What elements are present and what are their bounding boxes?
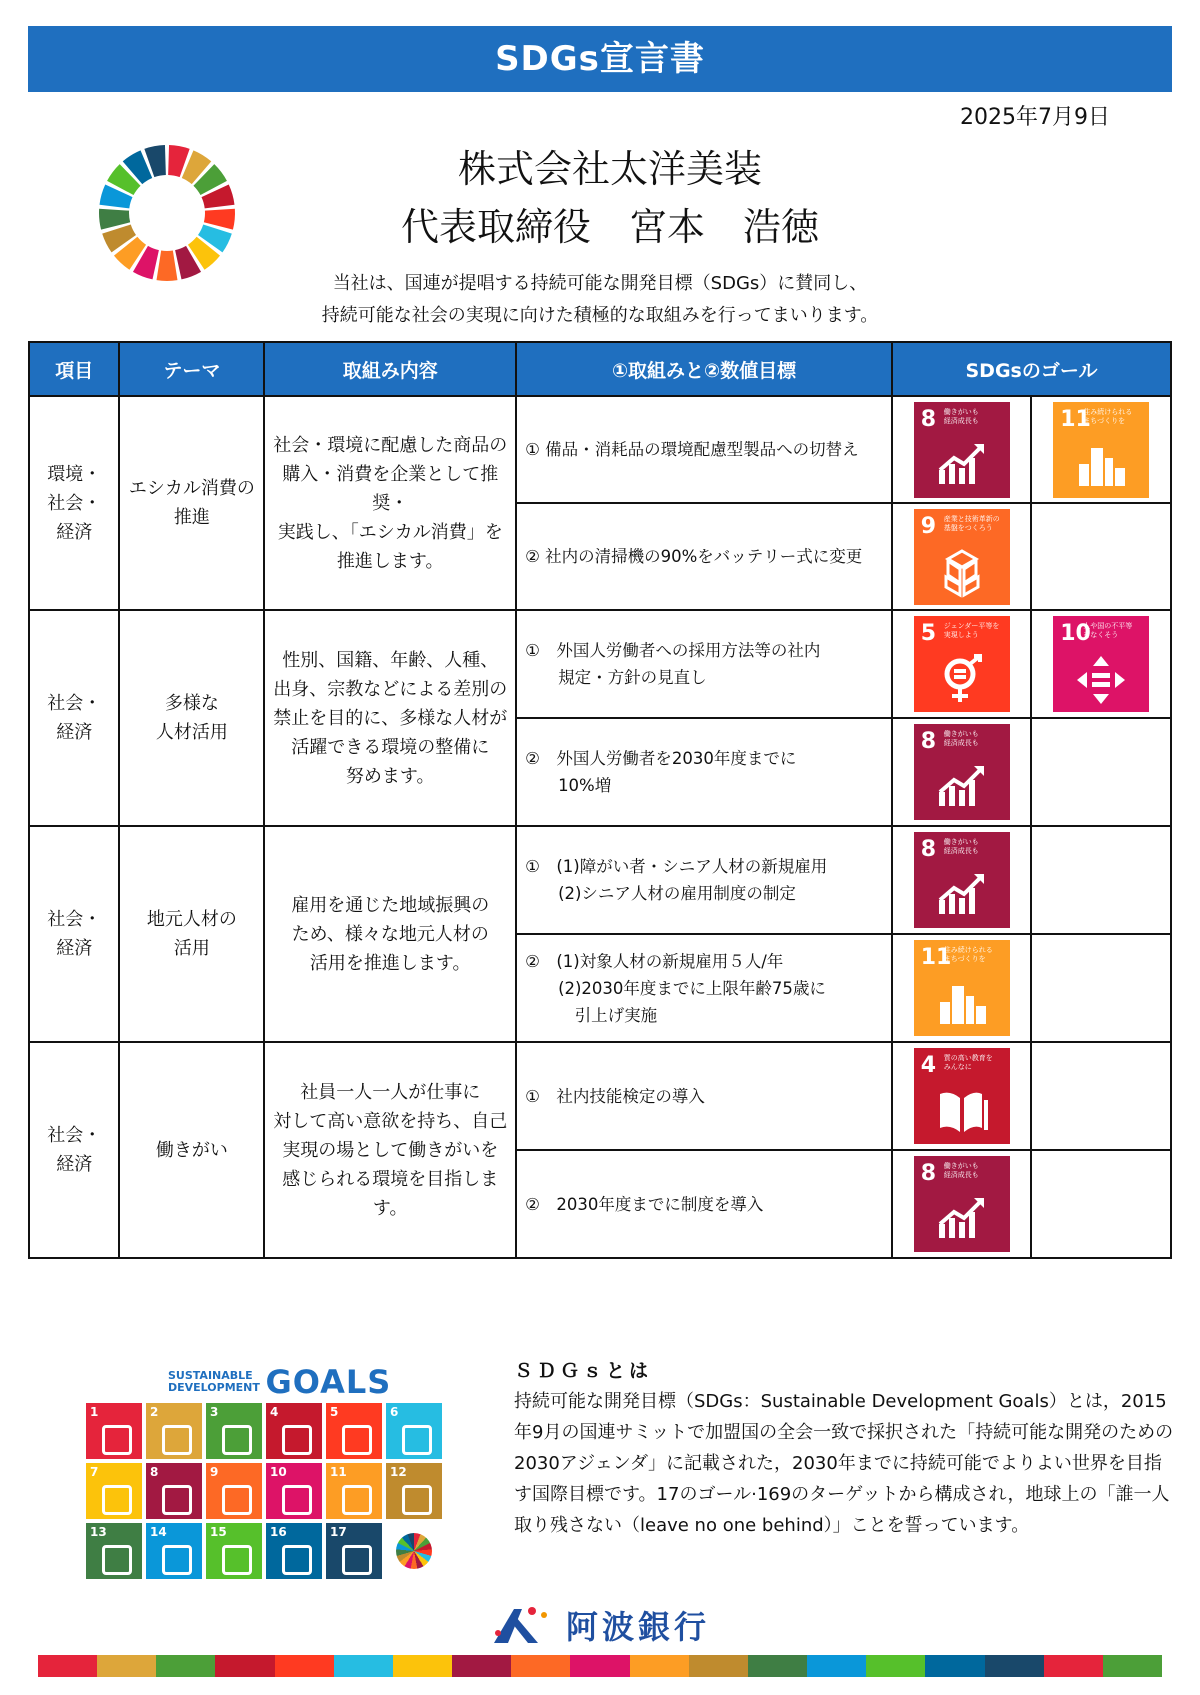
row-content: 社員一人一人が仕事に 対して高い意欲を持ち、自己 実現の場として働きがいを 感じられる環境を目指します。 — [264, 1042, 516, 1258]
strip-segment — [570, 1655, 629, 1677]
mini-goal-number: 13 — [90, 1525, 107, 1539]
strip-segment — [1044, 1655, 1103, 1677]
logo-big-text: GOALS — [265, 1363, 392, 1401]
sdg-goal-9-tile — [892, 503, 1031, 610]
mini-goal-icon — [102, 1425, 132, 1455]
goal-label: 働きがいも 経済成長も — [943, 407, 979, 425]
about-sdgs-title: ＳＤＧｓとは — [514, 1360, 653, 1382]
strip-segment — [215, 1655, 274, 1677]
about-sdgs-text: 持続可能な開発目標（SDGs：Sustainable Development Goals）とは，2015年9月の国連サミットで加盟国の全会一致で採択された「持続可能な開発のための2030アジェンダ」に記載された，2030年までに持続可能でよりよい世界を目指す国際目標です。17のゴール·169のターゲットから構成され，地球上の「誰一人取り残さない（leave no one behind）」ことを誓っています。 — [514, 1391, 1174, 1536]
goal-label: ジェンダー平等を 実現しよう — [943, 622, 1000, 639]
growth-chart-icon — [936, 870, 988, 922]
company-block — [330, 140, 890, 256]
mini-goal-tile — [266, 1463, 322, 1519]
book-icon — [936, 1086, 988, 1138]
sdg-goal-8-icon — [914, 1156, 1010, 1252]
goal-number: 8 — [920, 406, 937, 432]
sdg-goal-8-icon — [914, 402, 1010, 498]
mini-goal-tile — [386, 1463, 442, 1519]
mini-goal-tile — [326, 1523, 382, 1579]
header-category: 項目 — [29, 342, 119, 396]
mini-goal-number: 16 — [270, 1525, 287, 1539]
row-theme: エシカル消費の 推進 — [119, 396, 264, 610]
sdg-goal-5-icon — [914, 616, 1010, 712]
city-icon — [936, 978, 988, 1030]
table-row — [29, 610, 1171, 718]
bank-logo-icon — [488, 1603, 558, 1647]
row-action-2: ② (1)対象人材の新規雇用５人/年 (2)2030年度までに上限年齢75歳に 引上げ実施 — [525, 951, 826, 1025]
row-action-2: ② 社内の清掃機の90%をバッテリー式に変更 — [525, 547, 863, 566]
title-banner: SDGs宣言書 — [28, 26, 1172, 92]
intro-text — [260, 268, 940, 332]
goal-number: 4 — [920, 1053, 937, 1078]
table-header-row — [29, 342, 1171, 396]
mini-goal-tile — [146, 1403, 202, 1459]
mini-goal-number: 12 — [390, 1465, 407, 1479]
sdg-goal-11-tile — [1031, 396, 1171, 503]
mini-goal-icon — [222, 1485, 252, 1515]
goal-number: 5 — [920, 621, 937, 646]
mini-goal-number: 11 — [330, 1465, 347, 1479]
mini-goal-tile — [146, 1523, 202, 1579]
mini-goal-number: 6 — [390, 1405, 399, 1419]
row-theme: 多様な 人材活用 — [119, 610, 264, 826]
goal-number: 8 — [920, 1161, 937, 1186]
mini-goal-tile — [206, 1403, 262, 1459]
logo-small-text: SUSTAINABLE DEVELOPMENT — [168, 1369, 260, 1394]
row-action-2: ② 外国人労働者を2030年度までに 10%増 — [525, 749, 797, 795]
table-row — [29, 396, 1171, 503]
goal-label: 住み続けられる まちづくりを — [1083, 407, 1133, 425]
mini-goal-number: 2 — [150, 1405, 159, 1419]
empty-goal-cell — [1031, 503, 1171, 610]
goal-number: 10 — [1060, 621, 1091, 646]
sdg-goal-8-icon — [914, 724, 1010, 820]
mini-goal-tile — [386, 1403, 442, 1459]
sdg-goal-10-tile — [1031, 610, 1171, 718]
mini-goal-tile — [146, 1463, 202, 1519]
mini-goal-number: 9 — [210, 1465, 219, 1479]
header-theme: テーマ — [119, 342, 264, 396]
bank-name: 阿波銀行 — [566, 1608, 711, 1646]
mini-goal-icon — [102, 1485, 132, 1515]
sdg-goal-11-icon — [914, 940, 1010, 1036]
strip-segment — [97, 1655, 156, 1677]
growth-chart-icon — [936, 1194, 988, 1246]
sdg-goal-10-icon — [1053, 616, 1149, 712]
sdg-goal-4-tile — [892, 1042, 1031, 1150]
growth-chart-icon — [936, 762, 988, 814]
company-name: 株式会社太洋美装 — [457, 147, 762, 191]
row-content: 社会・環境に配慮した商品の 購入・消費を企業として推奨・ 実践し、「エシカル消費」を 推進します。 — [264, 396, 516, 610]
goal-label: 働きがいも 経済成長も — [943, 838, 979, 855]
mini-goal-icon — [342, 1485, 372, 1515]
sdg-goal-8-tile — [892, 826, 1031, 934]
strip-segment — [393, 1655, 452, 1677]
goal-label: 質の高い教育を みんなに — [943, 1054, 993, 1071]
sdg-color-strip — [38, 1655, 1162, 1677]
empty-goal-cell — [1031, 1042, 1171, 1150]
sdg-goal-5-tile — [892, 610, 1031, 718]
mini-goal-tile — [266, 1403, 322, 1459]
mini-goal-icon — [342, 1545, 372, 1575]
row-category: 社会・ 経済 — [29, 1042, 119, 1258]
mini-goal-tile — [86, 1463, 142, 1519]
empty-goal-cell — [1031, 1150, 1171, 1258]
cubes-icon — [936, 547, 988, 599]
table-row — [29, 826, 1171, 934]
mini-goal-icon — [282, 1485, 312, 1515]
row-category: 環境・ 社会・ 経済 — [29, 396, 119, 610]
mini-goal-number: 17 — [330, 1525, 347, 1539]
mini-goal-tile — [326, 1403, 382, 1459]
intro-line: 当社は、国連が提唱する持続可能な開発目標（SDGs）に賛同し、 — [332, 273, 868, 294]
mini-goal-icon — [162, 1485, 192, 1515]
row-action-1: ① 社内技能検定の導入 — [525, 1086, 705, 1106]
header-goals: SDGsのゴール — [892, 342, 1171, 396]
mini-goal-icon — [402, 1425, 432, 1455]
strip-segment — [748, 1655, 807, 1677]
goal-number: 9 — [920, 513, 937, 539]
mini-goal-icon — [402, 1485, 432, 1515]
strip-segment — [334, 1655, 393, 1677]
growth-chart-icon — [936, 440, 988, 492]
goal-label: 人や国の不平等 をなくそう — [1083, 622, 1133, 639]
sdg-goal-8-icon — [914, 832, 1010, 928]
row-category: 社会・ 経済 — [29, 610, 119, 826]
row-action-1: ① 備品・消耗品の環境配慮型製品への切替え — [525, 440, 859, 459]
empty-goal-cell — [1031, 826, 1171, 934]
mini-goal-number: 7 — [90, 1465, 99, 1479]
row-action-1: ① 外国人労働者への採用方法等の社内 規定・方針の見直し — [525, 641, 821, 687]
table-row — [29, 1042, 1171, 1150]
mini-goal-number: 4 — [270, 1405, 279, 1419]
sdg-goal-4-icon — [914, 1048, 1010, 1144]
row-theme: 地元人材の 活用 — [119, 826, 264, 1042]
mini-goal-icon — [222, 1545, 252, 1575]
goal-number: 8 — [920, 837, 937, 862]
mini-goal-icon — [102, 1545, 132, 1575]
mini-goal-number: 8 — [150, 1465, 159, 1479]
strip-segment — [985, 1655, 1044, 1677]
header-actions: ①取組みと②数値目標 — [516, 342, 892, 396]
sdg-goal-8-tile — [892, 396, 1031, 503]
sustainable-development-goals-logo — [168, 1363, 391, 1401]
sdg-goal-11-tile — [892, 934, 1031, 1042]
mini-goal-number: 14 — [150, 1525, 167, 1539]
sdg-goal-11-icon — [1053, 402, 1149, 498]
strip-segment — [38, 1655, 97, 1677]
goal-label: 働きがいも 経済成長も — [943, 730, 979, 747]
mini-goal-tile — [326, 1463, 382, 1519]
goal-number: 8 — [920, 729, 937, 754]
equality-arrows-icon — [1075, 654, 1127, 706]
row-content: 性別、国籍、年齢、人種、 出身、宗教などによる差別の 禁止を目的に、多様な人材が 活躍できる環境の整備に 努めます。 — [264, 610, 516, 826]
strip-segment — [511, 1655, 570, 1677]
mini-goal-tile — [206, 1523, 262, 1579]
header-content: 取組み内容 — [264, 342, 516, 396]
row-action-2: ② 2030年度までに制度を導入 — [525, 1194, 764, 1214]
mini-goal-tile — [206, 1463, 262, 1519]
mini-goal-icon — [282, 1425, 312, 1455]
city-icon — [1075, 440, 1127, 492]
mini-goal-icon — [222, 1425, 252, 1455]
mini-goal-number: 1 — [90, 1405, 99, 1419]
strip-segment — [630, 1655, 689, 1677]
row-action-1: ① (1)障がい者・シニア人材の新規雇用 (2)シニア人材の雇用制度の制定 — [525, 857, 828, 903]
mini-goal-icon — [162, 1545, 192, 1575]
mini-goal-icon — [342, 1425, 372, 1455]
mini-goal-tile — [86, 1403, 142, 1459]
mini-goal-tile — [266, 1523, 322, 1579]
gender-equality-icon — [936, 654, 988, 706]
mini-goal-number: 3 — [210, 1405, 219, 1419]
mini-goal-number: 10 — [270, 1465, 287, 1479]
mini-goal-icon — [282, 1545, 312, 1575]
strip-segment — [156, 1655, 215, 1677]
goal-number: 11 — [920, 945, 952, 970]
sdgs-action-table — [28, 341, 1172, 1259]
strip-segment — [1103, 1655, 1162, 1677]
representative-name: 代表取締役 宮本 浩徳 — [400, 205, 819, 249]
strip-segment — [866, 1655, 925, 1677]
sdgs-wheel-logo — [97, 143, 237, 283]
strip-segment — [275, 1655, 334, 1677]
mini-goal-number: 5 — [330, 1405, 339, 1419]
sdg-goal-8-tile — [892, 718, 1031, 826]
sdg-goal-9-icon — [914, 509, 1010, 605]
strip-segment — [925, 1655, 984, 1677]
small-sdgs-wheel-icon — [396, 1533, 432, 1569]
empty-goal-cell — [1031, 718, 1171, 826]
row-content: 雇用を通じた地域振興の ため、様々な地元人材の 活用を推進します。 — [264, 826, 516, 1042]
wheel-segment — [157, 251, 178, 281]
empty-goal-cell — [1031, 934, 1171, 1042]
mini-goal-icon — [162, 1425, 192, 1455]
row-category: 社会・ 経済 — [29, 826, 119, 1042]
goal-label: 働きがいも 経済成長も — [943, 1162, 979, 1179]
goal-number: 11 — [1060, 406, 1091, 432]
intro-line: 持続可能な社会の実現に向けた積極的な取組みを行ってまいります。 — [321, 305, 879, 326]
declaration-date: 2025年7月9日 — [960, 105, 1110, 130]
strip-segment — [452, 1655, 511, 1677]
goal-label: 住み続けられる まちづくりを — [943, 946, 993, 963]
mini-goal-tile — [86, 1523, 142, 1579]
strip-segment — [689, 1655, 748, 1677]
sdg-goal-8-tile — [892, 1150, 1031, 1258]
strip-segment — [807, 1655, 866, 1677]
mini-goal-number: 15 — [210, 1525, 227, 1539]
goal-label: 産業と技術革新の 基盤をつくろう — [943, 514, 1000, 532]
row-theme: 働きがい — [119, 1042, 264, 1258]
